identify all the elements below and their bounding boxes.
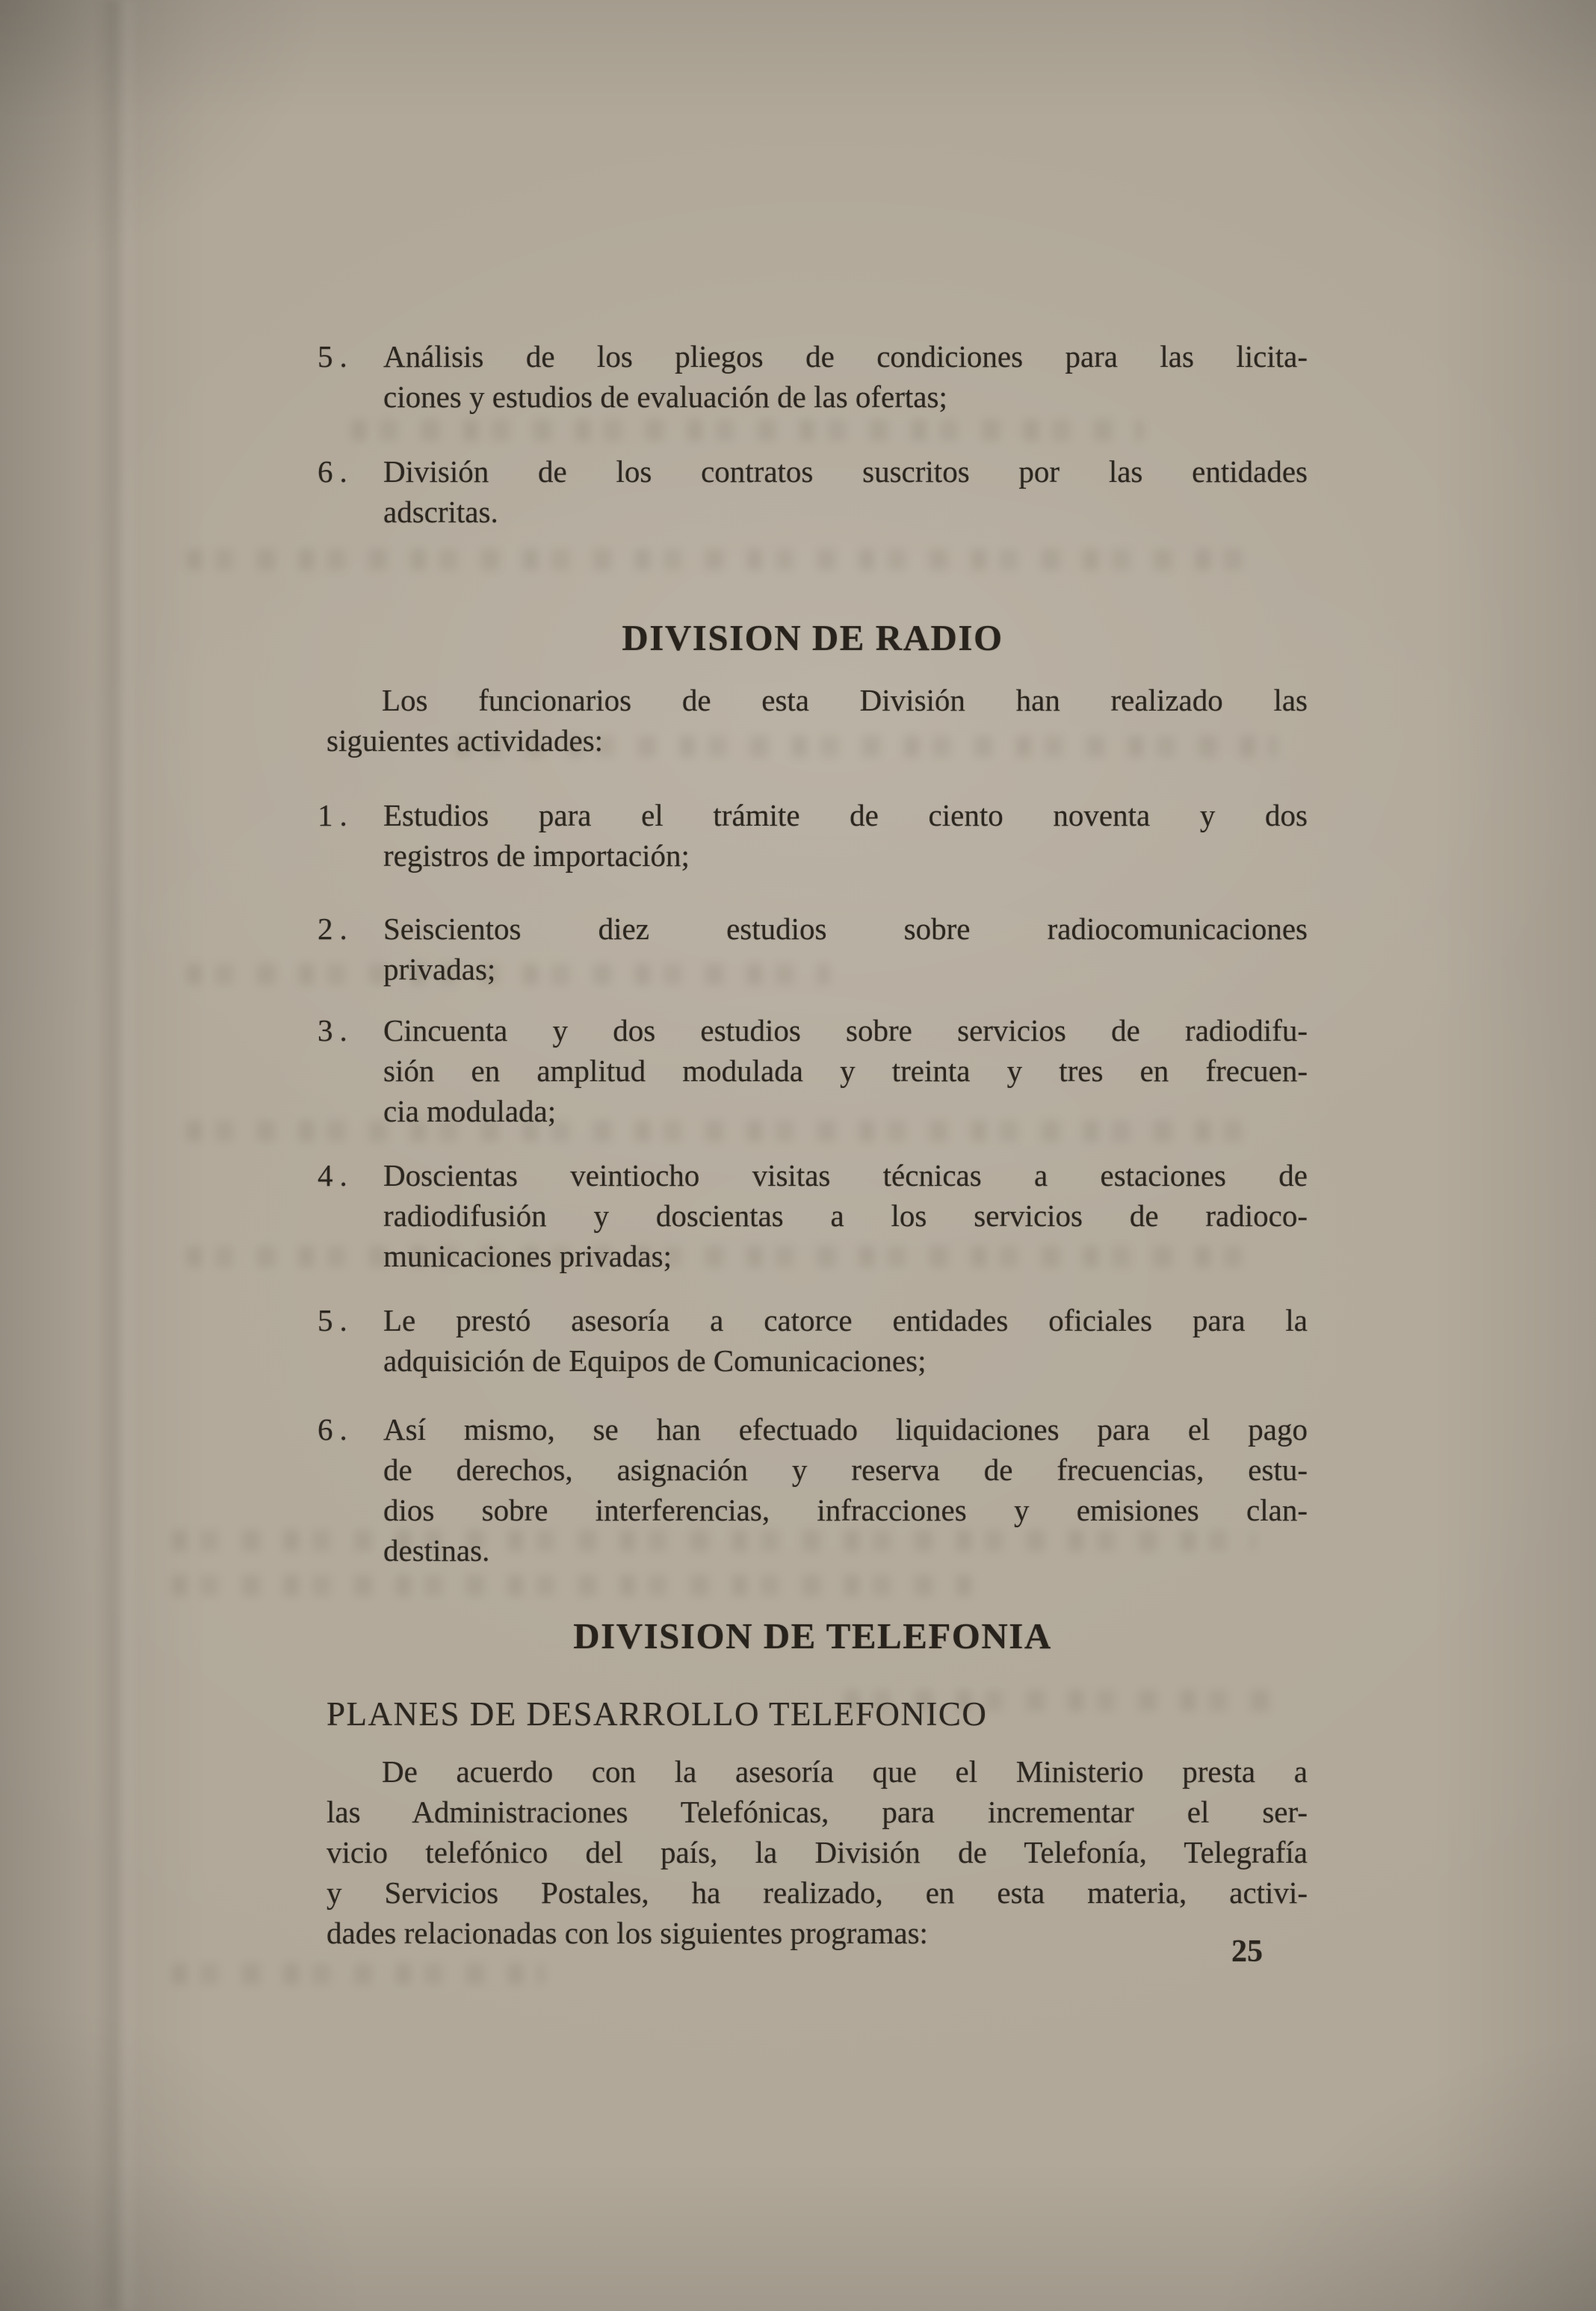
- page-content: [318, 0, 1308, 1953]
- text-line: Los funcionarios de esta División han realizado las: [382, 683, 1308, 717]
- text-line: las Administraciones Telefónicas, para incrementar el ser-: [327, 1795, 1308, 1829]
- text-line: Así mismo, se han efectuado liquidaciones para el pago: [383, 1412, 1308, 1447]
- text-line: radiodifusión y doscientas a los servicios de radioco-: [383, 1198, 1308, 1233]
- text-line: destinas.: [383, 1533, 490, 1568]
- list-item-text: [383, 795, 1308, 876]
- list-item-text: [383, 1300, 1308, 1381]
- list-item-number: 4.: [318, 1158, 354, 1192]
- telefonia-paragraph: [327, 1751, 1308, 1953]
- text-line: ciones y estudios de evaluación de las ofertas;: [383, 380, 947, 414]
- list-item-number: 5.: [318, 339, 354, 374]
- list-item: [318, 336, 1308, 417]
- text-line: cia modulada;: [383, 1094, 557, 1128]
- text-line: y Servicios Postales, ha realizado, en esta materia, activi-: [327, 1875, 1308, 1910]
- text-line: municaciones privadas;: [383, 1239, 672, 1273]
- bleed-through-artifact: [172, 1964, 545, 1984]
- text-line: Le prestó asesoría a catorce entidades oficiales para la: [383, 1303, 1308, 1337]
- list-item: [318, 795, 1308, 876]
- list-item-text: [383, 1010, 1308, 1131]
- page-number: 25: [1231, 1934, 1263, 1969]
- subheading-planes-de-desarrollo-telefonico: PLANES DE DESARROLLO TELEFONICO: [327, 1695, 988, 1733]
- text-line: Cincuenta y dos estudios sobre servicios de radiodifu-: [383, 1013, 1308, 1048]
- list-item: [318, 1300, 1308, 1381]
- text-line: de derechos, asignación y reserva de frecuencias, estu-: [383, 1453, 1308, 1487]
- list-item-number: 3.: [318, 1013, 354, 1048]
- text-line: De acuerdo con la asesoría que el Ministerio presta a: [382, 1754, 1308, 1789]
- page-crease-shadow: [96, 0, 140, 2311]
- text-line: siguientes actividades:: [327, 723, 604, 758]
- text-line: adscritas.: [383, 495, 498, 529]
- intro-paragraph: [327, 680, 1308, 761]
- list-item-text: [383, 451, 1308, 532]
- text-line: dades relacionadas con los siguientes programas:: [327, 1916, 928, 1950]
- list-item: [318, 451, 1308, 532]
- text-line: Doscientas veintiocho visitas técnicas a estaciones de: [383, 1158, 1308, 1192]
- list-item: [318, 1155, 1308, 1276]
- text-line: vicio telefónico del país, la División de Telefonía, Telegrafía: [327, 1835, 1308, 1869]
- list-item-number: 1.: [318, 798, 354, 832]
- text-line: adquisición de Equipos de Comunicaciones;: [383, 1343, 927, 1378]
- list-item-text: [383, 909, 1308, 989]
- text-line: División de los contratos suscritos por las entidades: [383, 454, 1308, 489]
- text-line: registros de importación;: [383, 838, 690, 873]
- text-line: Estudios para el trámite de ciento noventa y dos: [383, 798, 1308, 832]
- list-item: [318, 1409, 1308, 1571]
- text-line: Seiscientos diez estudios sobre radiocomunicaciones: [383, 912, 1308, 946]
- list-item-number: 5.: [318, 1303, 354, 1337]
- list-item-text: [383, 336, 1308, 417]
- list-item-number: 2.: [318, 912, 354, 946]
- text-line: dios sobre interferencias, infracciones y emisiones clan-: [383, 1493, 1308, 1527]
- list-item-text: [383, 1409, 1308, 1571]
- list-item: [318, 909, 1308, 989]
- text-line: privadas;: [383, 952, 496, 986]
- text-line: Análisis de los pliegos de condiciones para las licita-: [383, 339, 1308, 374]
- text-line: sión en amplitud modulada y treinta y tres en frecuen-: [383, 1054, 1308, 1088]
- list-item: [318, 1010, 1308, 1131]
- section-heading-division-de-telefonia: DIVISION DE TELEFONIA: [573, 1615, 1052, 1656]
- list-item-number: 6.: [318, 454, 354, 489]
- section-heading-division-de-radio: DIVISION DE RADIO: [622, 617, 1003, 658]
- list-item-text: [383, 1155, 1308, 1276]
- list-item-number: 6.: [318, 1412, 354, 1447]
